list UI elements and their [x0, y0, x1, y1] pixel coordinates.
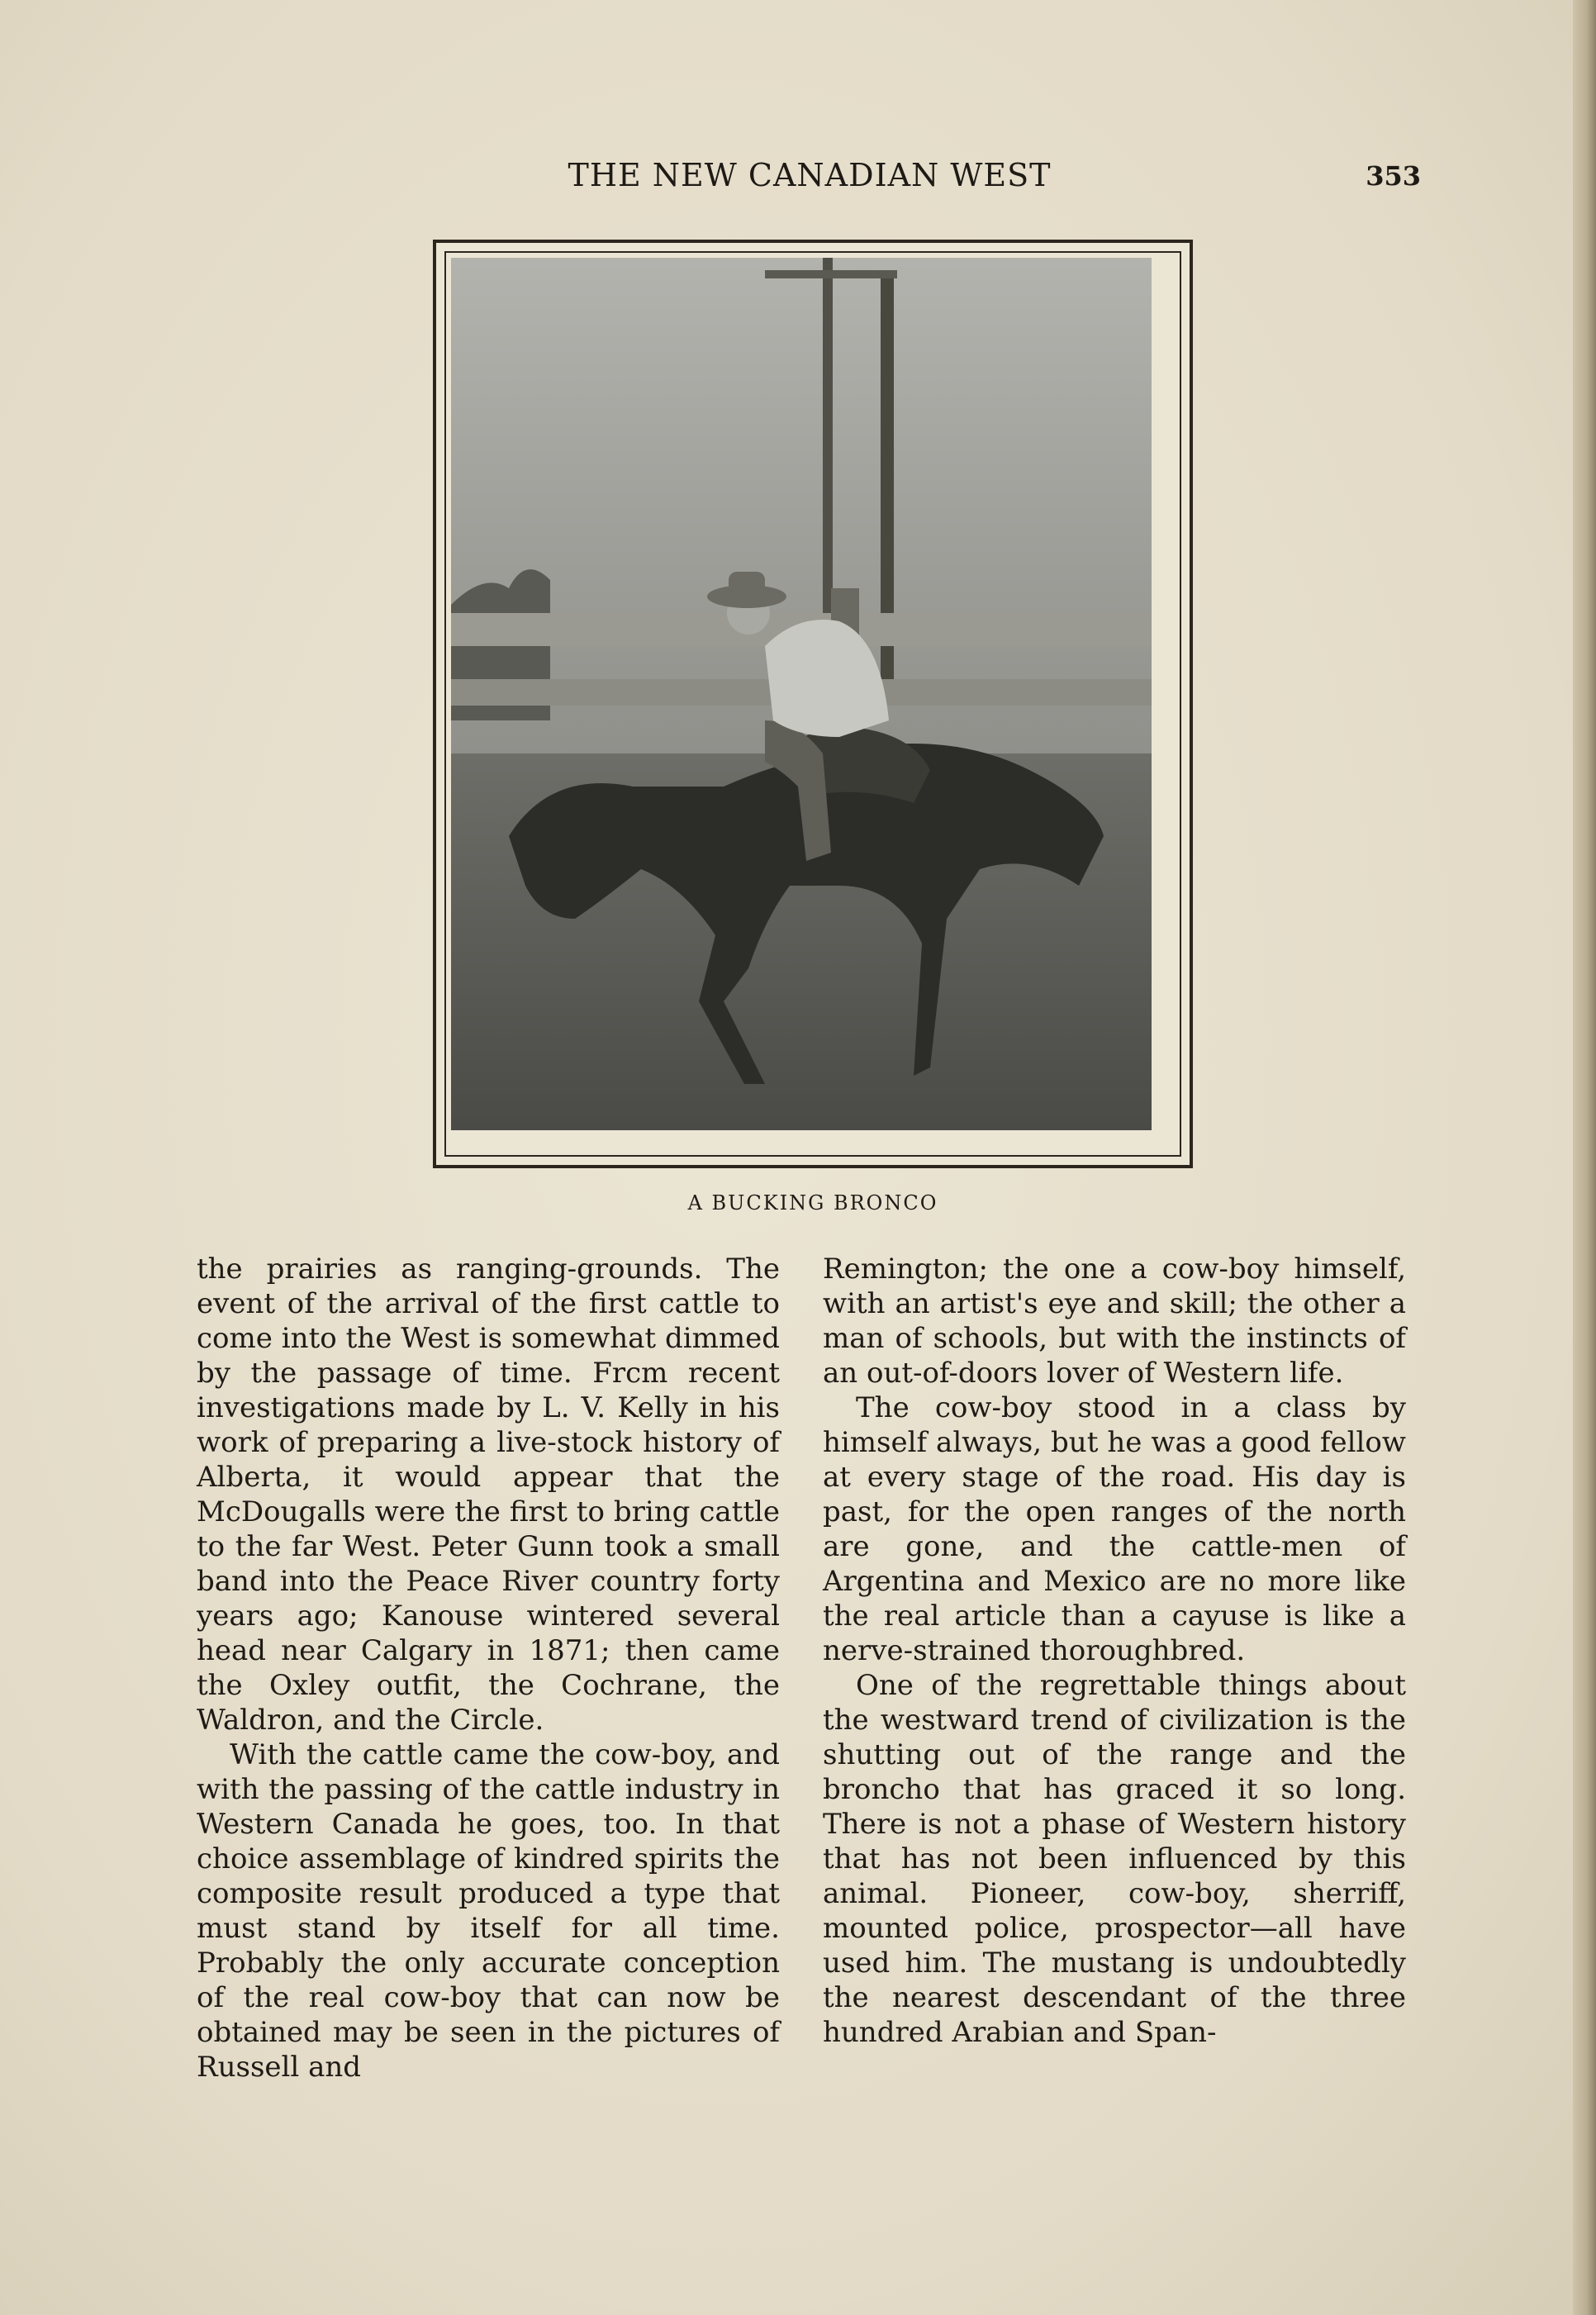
photo-figure — [433, 240, 1193, 1168]
left-paragraph-2: With the cattle came the cow-boy, and with the passing of the cattle industry in Western Canada he goes, too. In that choice assemblage of kindred spirits the composite result produced a type that must stand by itself for all time. Probably the only accurate conception of the real cow-boy that can now be obtained may be seen in the pictures of Russell and — [197, 1738, 780, 2084]
page-spine-edge — [1573, 0, 1596, 2315]
rider-hat-crown — [729, 572, 765, 597]
page-number: 353 — [1366, 160, 1421, 192]
left-column — [197, 1252, 780, 2084]
right-column — [823, 1252, 1406, 2050]
right-paragraph-2: The cow-boy stood in a class by himself always, but he was a good fellow at every stage of the road. His day is past, for the open ranges of the north are gone, and the cattle-men of Argentina and Mexico are no more like the real article than a cayuse is like a nerve-strained thoroughbred. — [823, 1391, 1406, 1667]
running-title: THE NEW CANADIAN WEST — [568, 157, 1052, 193]
bucking-bronco-photo — [451, 258, 1152, 1130]
figure-caption: A BUCKING BRONCO — [687, 1191, 938, 1215]
gate-bar — [765, 270, 897, 278]
left-paragraph-1: the prairies as ranging-grounds. The event of the arrival of the first cattle to come into the West is somewhat dimmed by the passage of time. Frcm recent investigations made by L. V. Kelly in his work of preparing a live-stock history of Alberta, it would appear that the McDougalls were the first to bring cattle to the far West. Peter Gunn took a small band into the Peace River country forty years ago; Kanouse wintered several head near Calgary in 1871; then came the Oxley outfit, the Cochrane, the Waldron, and the Circle. — [197, 1253, 780, 1737]
running-head — [198, 157, 1421, 207]
right-paragraph-3: One of the regrettable things about the westward trend of civilization is the shutting out of the range and the broncho that has graced it so long. There is not a phase of Western history that has not been influenced by this animal. Pioneer, cow-boy, sherriff, mounted police, prospector—all have used him. The mustang is undoubtedly the nearest descendant of the three hundred Arabian and Span- — [823, 1669, 1406, 2049]
right-paragraph-1: Remington; the one a cow-boy himself, with an artist's eye and skill; the other a man of schools, but with the instincts of an out-of-doors lover of Western life. — [823, 1253, 1406, 1390]
